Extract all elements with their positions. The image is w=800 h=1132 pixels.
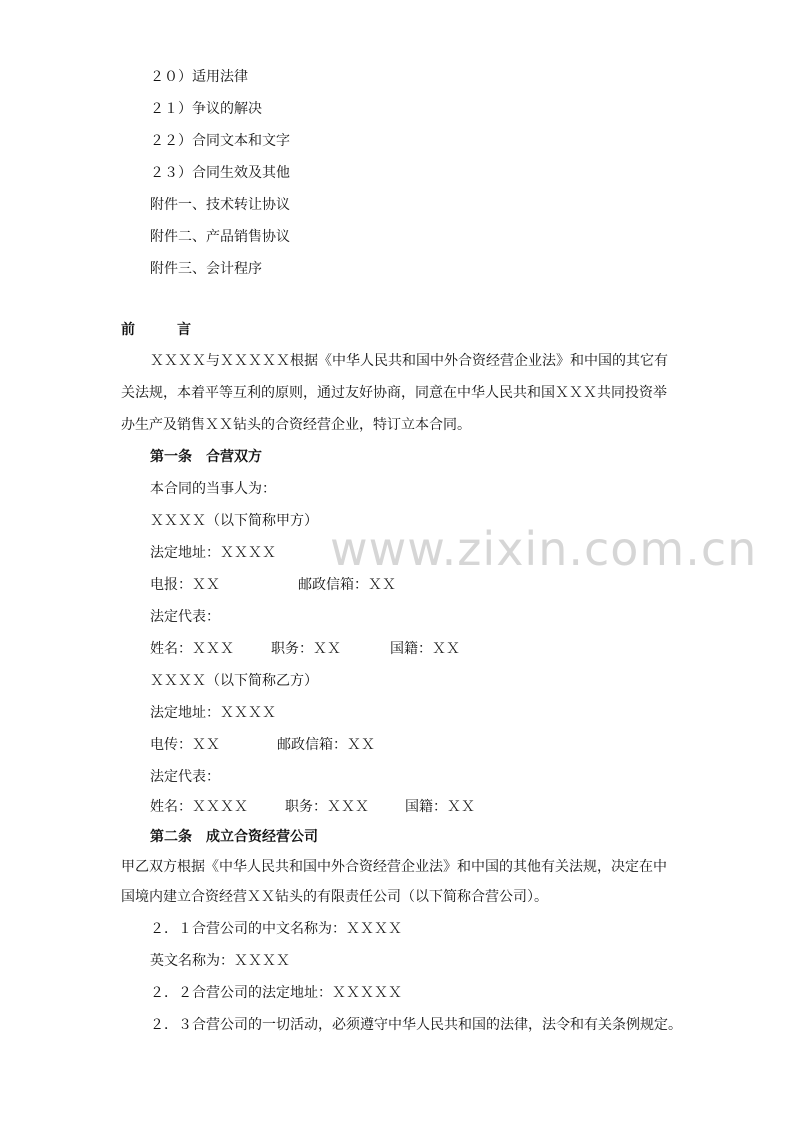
toc-item-20: ２０）适用法律 bbox=[150, 69, 248, 85]
preface-heading-char-1: 前 bbox=[121, 322, 135, 338]
toc-appendix-2: 附件二、产品销售协议 bbox=[150, 229, 290, 245]
preface-line-1: ＸＸＸＸ与ＸＸＸＸＸ根据《中华人民共和国中外合资经营企业法》和中国的其它有 bbox=[150, 353, 668, 369]
article-2-line-2: 国境内建立合资经营ＸＸ钻头的有限责任公司（以下简称合营公司）。 bbox=[121, 889, 548, 905]
preface-line-2: 关法规，本着平等互利的原则，通过友好协商，同意在中华人民共和国ＸＸＸ共同投资举 bbox=[121, 385, 667, 401]
party-a: ＸＸＸＸ（以下简称甲方） bbox=[150, 513, 318, 529]
party-b-address: 法定地址：ＸＸＸＸ bbox=[150, 705, 276, 721]
article-2-line-1: 甲乙双方根据《中华人民共和国中外合资经营企业法》和中国的其他有关法规，决定在中 bbox=[121, 859, 667, 875]
article-2-title: 第二条 成立合资经营公司 bbox=[150, 829, 318, 845]
party-b-postbox: 邮政信箱：ＸＸ bbox=[277, 737, 375, 753]
toc-item-23: ２３）合同生效及其他 bbox=[150, 165, 290, 181]
clause-2-2: ２．２合营公司的法定地址：ＸＸＸＸＸ bbox=[150, 985, 402, 1001]
party-a-nationality: 国籍：ＸＸ bbox=[390, 641, 460, 657]
preface-line-3: 办生产及销售ＸＸ钻头的合资经营企业，特订立本合同。 bbox=[121, 417, 471, 433]
toc-appendix-1: 附件一、技术转让协议 bbox=[150, 197, 290, 213]
toc-item-22: ２２）合同文本和文字 bbox=[150, 133, 290, 149]
party-a-telegram: 电报：ＸＸ bbox=[150, 577, 220, 593]
party-a-name: 姓名：ＸＸＸ bbox=[150, 641, 234, 657]
party-a-representative: 法定代表： bbox=[150, 609, 220, 625]
article-1-intro: 本合同的当事人为： bbox=[150, 481, 276, 497]
party-b-name: 姓名：ＸＸＸＸ bbox=[150, 799, 248, 815]
party-b-representative: 法定代表： bbox=[150, 769, 220, 785]
clause-2-3: ２．３合营公司的一切活动，必须遵守中华人民共和国的法律，法令和有关条例规定。 bbox=[150, 1017, 682, 1033]
party-a-postbox: 邮政信箱：ＸＸ bbox=[298, 577, 396, 593]
party-a-title: 职务：ＸＸ bbox=[271, 641, 341, 657]
preface-heading bbox=[121, 320, 191, 340]
clause-2-1-english-name: 英文名称为：ＸＸＸＸ bbox=[150, 953, 290, 969]
party-b-title: 职务：ＸＸＸ bbox=[285, 799, 369, 815]
toc-appendix-3: 附件三、会计程序 bbox=[150, 261, 262, 277]
party-b: ＸＸＸＸ（以下简称乙方） bbox=[150, 673, 318, 689]
clause-2-1: ２．１合营公司的中文名称为：ＸＸＸＸ bbox=[150, 921, 402, 937]
preface-heading-char-2: 言 bbox=[177, 322, 191, 338]
party-b-nationality: 国籍：ＸＸ bbox=[405, 799, 475, 815]
party-b-fax: 电传：ＸＸ bbox=[150, 737, 220, 753]
party-a-address: 法定地址：ＸＸＸＸ bbox=[150, 545, 276, 561]
toc-item-21: ２１）争议的解决 bbox=[150, 101, 262, 117]
article-1-title: 第一条 合营双方 bbox=[150, 449, 262, 465]
watermark: www.zixin.com.cn bbox=[330, 522, 758, 576]
